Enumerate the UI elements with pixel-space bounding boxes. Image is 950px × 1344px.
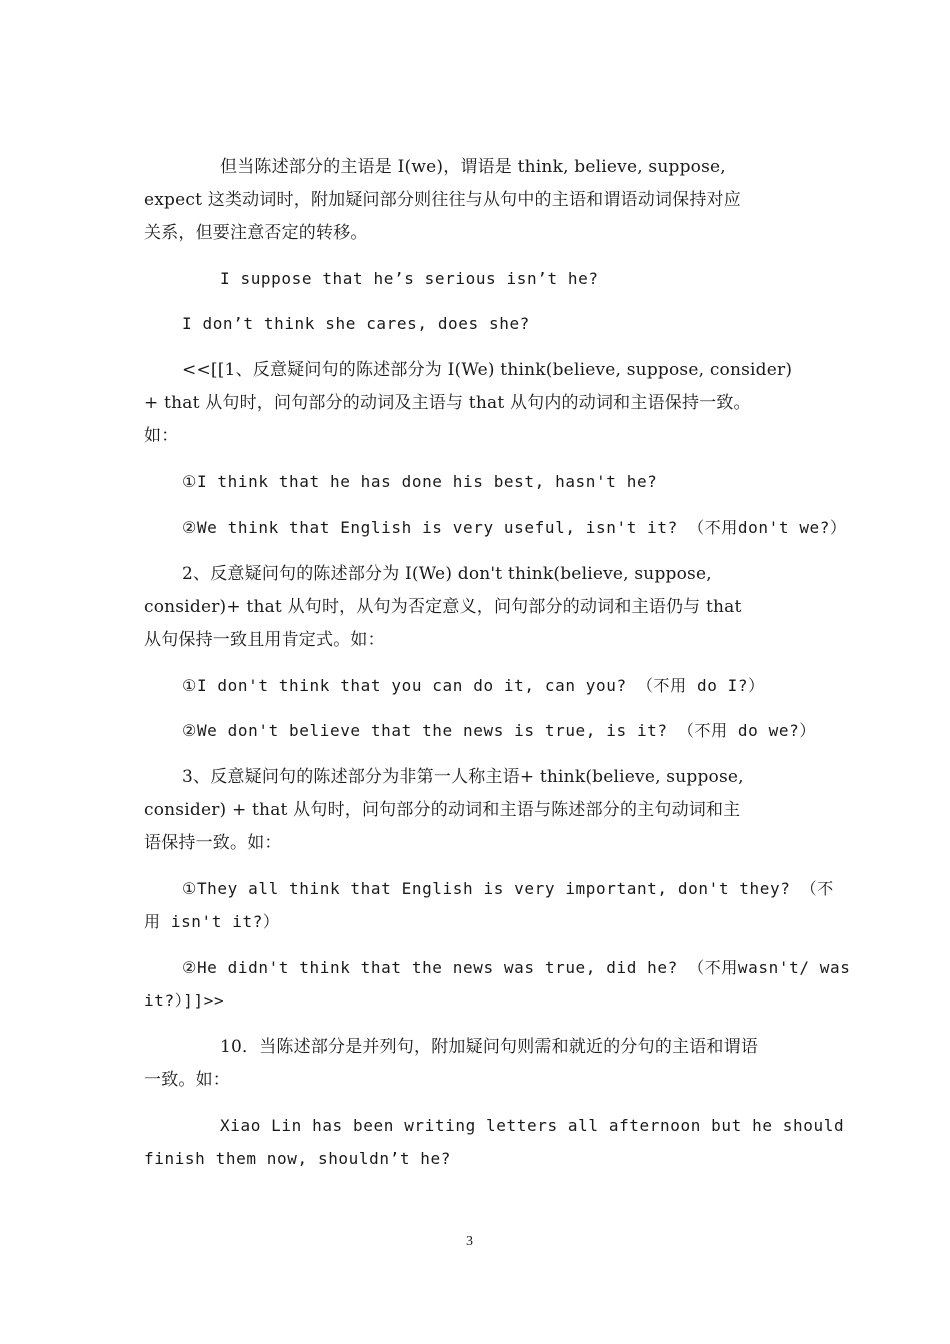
example-sentence: ①I think that he has done his best, hasn't he?	[182, 472, 658, 491]
example-sentence: I suppose that he’s serious isn’t he?	[220, 269, 599, 288]
page-number: 3	[466, 1234, 473, 1249]
text-line: expect 这类动词时，附加疑问部分则往往与从句中的主语和谓语动词保持对应	[144, 190, 741, 210]
text-line: + that 从句时，问句部分的动词及主语与 that 从句内的动词和主语保持一致。	[144, 393, 751, 413]
text-line: 一致。如：	[144, 1070, 230, 1090]
text-line: 如：	[144, 426, 179, 446]
text-line: 3、反意疑问句的陈述部分为非第一人称主语+ think(believe, suppose,	[182, 767, 744, 787]
example-sentence: ①They all think that English is very important, don't they? （不	[182, 879, 834, 898]
example-sentence: Xiao Lin has been writing letters all afternoon but he should	[220, 1116, 845, 1135]
example-sentence: ②We don't believe that the news is true, is it? （不用 do we?）	[182, 721, 816, 740]
example-sentence: ②We think that English is very useful, isn't it? （不用don't we?）	[182, 518, 847, 537]
text-line: 语保持一致。如：	[144, 833, 282, 853]
text-line: 10．当陈述部分是并列句，附加疑问句则需和就近的分句的主语和谓语	[220, 1037, 759, 1057]
text-line: 关系，但要注意否定的转移。	[144, 223, 368, 243]
example-sentence: finish them now, shouldn’t he?	[144, 1149, 451, 1168]
text-line: 2、反意疑问句的陈述部分为 I(We) don't think(believe, suppose,	[182, 564, 712, 584]
text-line: 从句保持一致且用肯定式。如：	[144, 630, 385, 650]
example-sentence: I don’t think she cares, does she?	[182, 314, 530, 333]
text-line: <<[[1、反意疑问句的陈述部分为 I(We) think(believe, suppose, consider)	[182, 360, 793, 380]
text-line: 但当陈述部分的主语是 I(we)，谓语是 think, believe, suppose,	[220, 157, 726, 177]
example-sentence: ①I don't think that you can do it, can you? （不用 do I?）	[182, 676, 765, 695]
example-sentence: 用 isn't it?）	[144, 912, 280, 931]
example-sentence: ②He didn't think that the news was true, did he? （不用wasn't/ was	[182, 958, 851, 977]
example-sentence: it?）]]>>	[144, 991, 225, 1010]
text-line: consider)+ that 从句时，从句为否定意义，问句部分的动词和主语仍与 that	[144, 597, 742, 617]
text-line: consider) + that 从句时，问句部分的动词和主语与陈述部分的主句动词和主	[144, 800, 741, 820]
